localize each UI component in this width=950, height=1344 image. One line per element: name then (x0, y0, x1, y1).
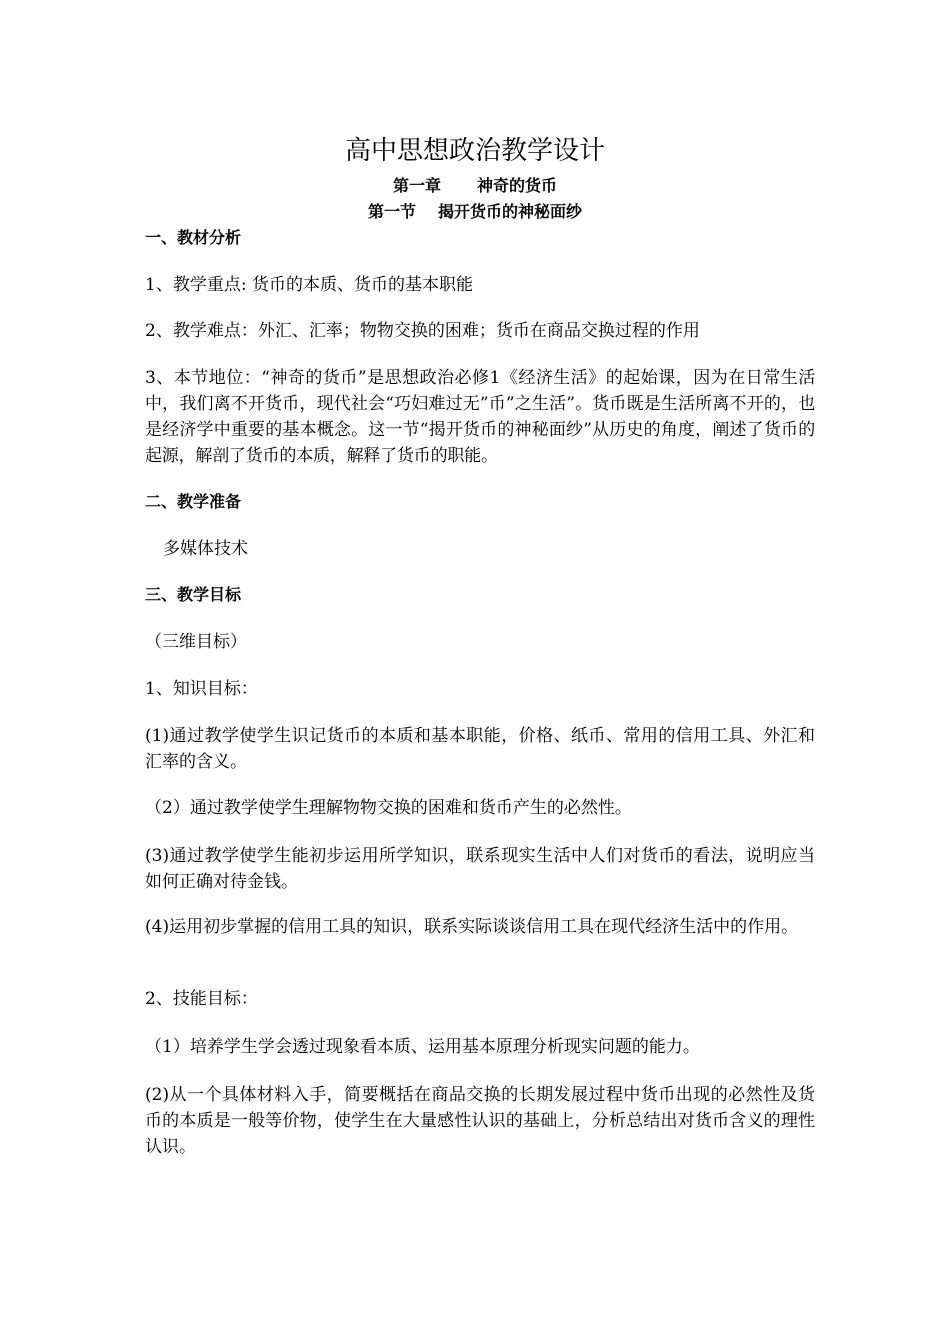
three-dimensional-objectives: （三维目标） (145, 632, 247, 652)
skill-objective-2: (2)从一个具体材料入手，简要概括在商品交换的长期发展过程中货币出现的必然性及货币的本质是一般等价物，使学生在大量感性认识的基础上，分析总结出对货币含义的理性认识。 (145, 1085, 815, 1157)
knowledge-objective-1: (1)通过教学使学生识记货币的本质和基本职能，价格、纸币、常用的信用工具、外汇和汇率的含义。 (145, 726, 815, 772)
chapter-title (0, 174, 950, 198)
knowledge-objective-4: (4)运用初步掌握的信用工具的知识，联系实际谈谈信用工具在现代经济生活中的作用。 (145, 917, 799, 937)
section-title (0, 200, 950, 224)
teaching-difficulty: 2、教学难点：外汇、汇率；物物交换的困难；货币在商品交换过程的作用 (145, 321, 700, 341)
section-name: 揭开货币的神秘面纱 (438, 202, 583, 221)
knowledge-objective-2: （2）通过教学使学生理解物物交换的困难和货币产生的必然性。 (145, 798, 632, 818)
section-position-paragraph: 3、本节地位：“神奇的货币”是思想政治必修1《经济生活》的起始课，因为在日常生活中，我们离不开货币，现代社会“巧妇难过无”币”之生活”。货币既是生活所离不开的，也是经济学中重要的基本概念。这一节“揭开货币的神秘面纱”从历史的角度，阐述了货币的起源，解剖了货币的本质，解释了货币的职能。 (145, 368, 815, 466)
chapter-name: 神奇的货币 (477, 176, 558, 195)
heading-teaching-objectives: 三、教学目标 (145, 585, 242, 604)
preparation-item: 多媒体技术 (163, 539, 248, 559)
chapter-label: 第一章 (392, 176, 441, 195)
heading-textbook-analysis: 一、教材分析 (145, 228, 242, 247)
teaching-focus: 1、教学重点: 货币的本质、货币的基本职能 (145, 275, 473, 295)
section-label: 第一节 (367, 202, 416, 221)
skill-objective-1: （1）培养学生学会透过现象看本质、运用基本原理分析现实问题的能力。 (145, 1037, 700, 1057)
skill-objectives-heading: 2、技能目标： (145, 989, 258, 1009)
page-title: 高中思想政治教学设计 (344, 136, 605, 166)
heading-teaching-preparation: 二、教学准备 (145, 492, 242, 511)
knowledge-objective-3: (3)通过教学使学生能初步运用所学知识，联系现实生活中人们对货币的看法，说明应当如何正确对待金钱。 (145, 846, 815, 892)
knowledge-objectives-heading: 1、知识目标： (145, 679, 258, 699)
